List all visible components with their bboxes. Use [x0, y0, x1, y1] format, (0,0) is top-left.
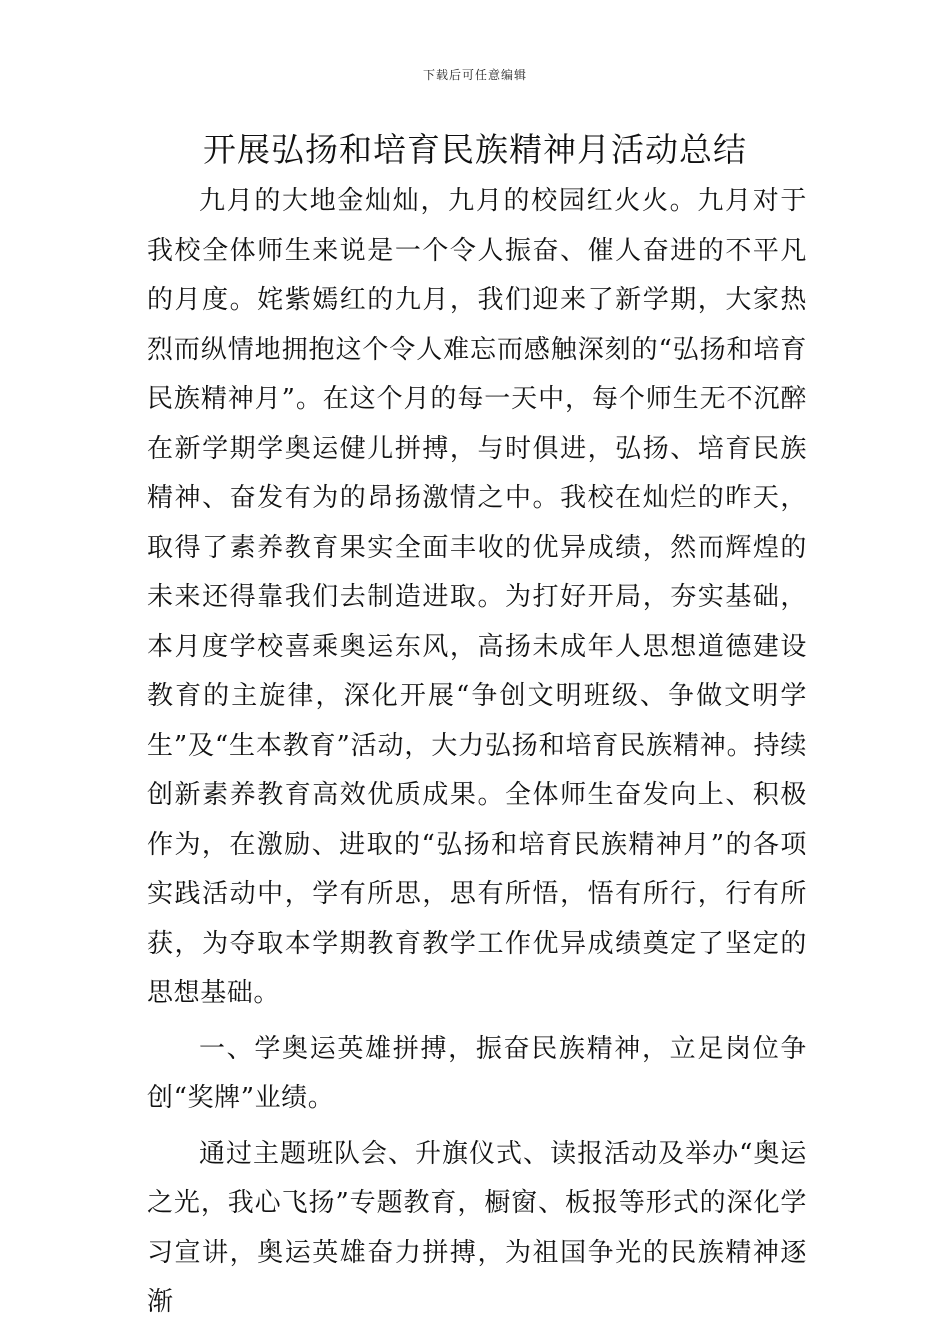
paragraph-section-heading: 一、学奥运英雄拼搏，振奋民族精神，立足岗位争创“奖牌”业绩。	[147, 1033, 807, 1113]
paragraph-section-body: 通过主题班队会、升旗仪式、读报活动及举办“奥运之光，我心飞扬”专题教育，橱窗、板报等形式的深化学习宣讲，奥运英雄奋力拼搏，为祖国争光的民族精神逐渐	[147, 1138, 807, 1317]
paragraph-intro: 九月的大地金灿灿，九月的校园红火火。九月对于我校全体师生来说是一个令人振奋、催人奋进的不平凡的月度。姹紫嫣红的九月，我们迎来了新学期，大家热烈而纵情地拥抱这个令人难忘而感触深刻的“弘扬和培育民族精神月”。在这个月的每一天中，每个师生无不沉醉在新学期学奥运健儿拼搏，与时俱进，弘扬、培育民族精神、奋发有为的昂扬激情之中。我校在灿烂的昨天，取得了素养教育果实全面丰收的优异成绩，然而辉煌的未来还得靠我们去制造进取。为打好开局，夯实基础，本月度学校喜乘奥运东风，高扬未成年人思想道德建设教育的主旋律，深化开展“争创文明班级、争做文明学生”及“生本教育”活动，大力弘扬和培育民族精神。持续创新素养教育高效优质成果。全体师生奋发向上、积极作为，在激励、进取的“弘扬和培育民族精神月”的各项实践活动中，学有所思，思有所悟，悟有所行，行有所获，为夺取本学期教育教学工作优异成绩奠定了坚定的思想基础。	[147, 186, 807, 1008]
document-title: 开展弘扬和培育民族精神月活动总结	[203, 130, 747, 169]
document-body	[147, 177, 807, 1328]
header-note: 下载后可任意编辑	[422, 68, 527, 82]
